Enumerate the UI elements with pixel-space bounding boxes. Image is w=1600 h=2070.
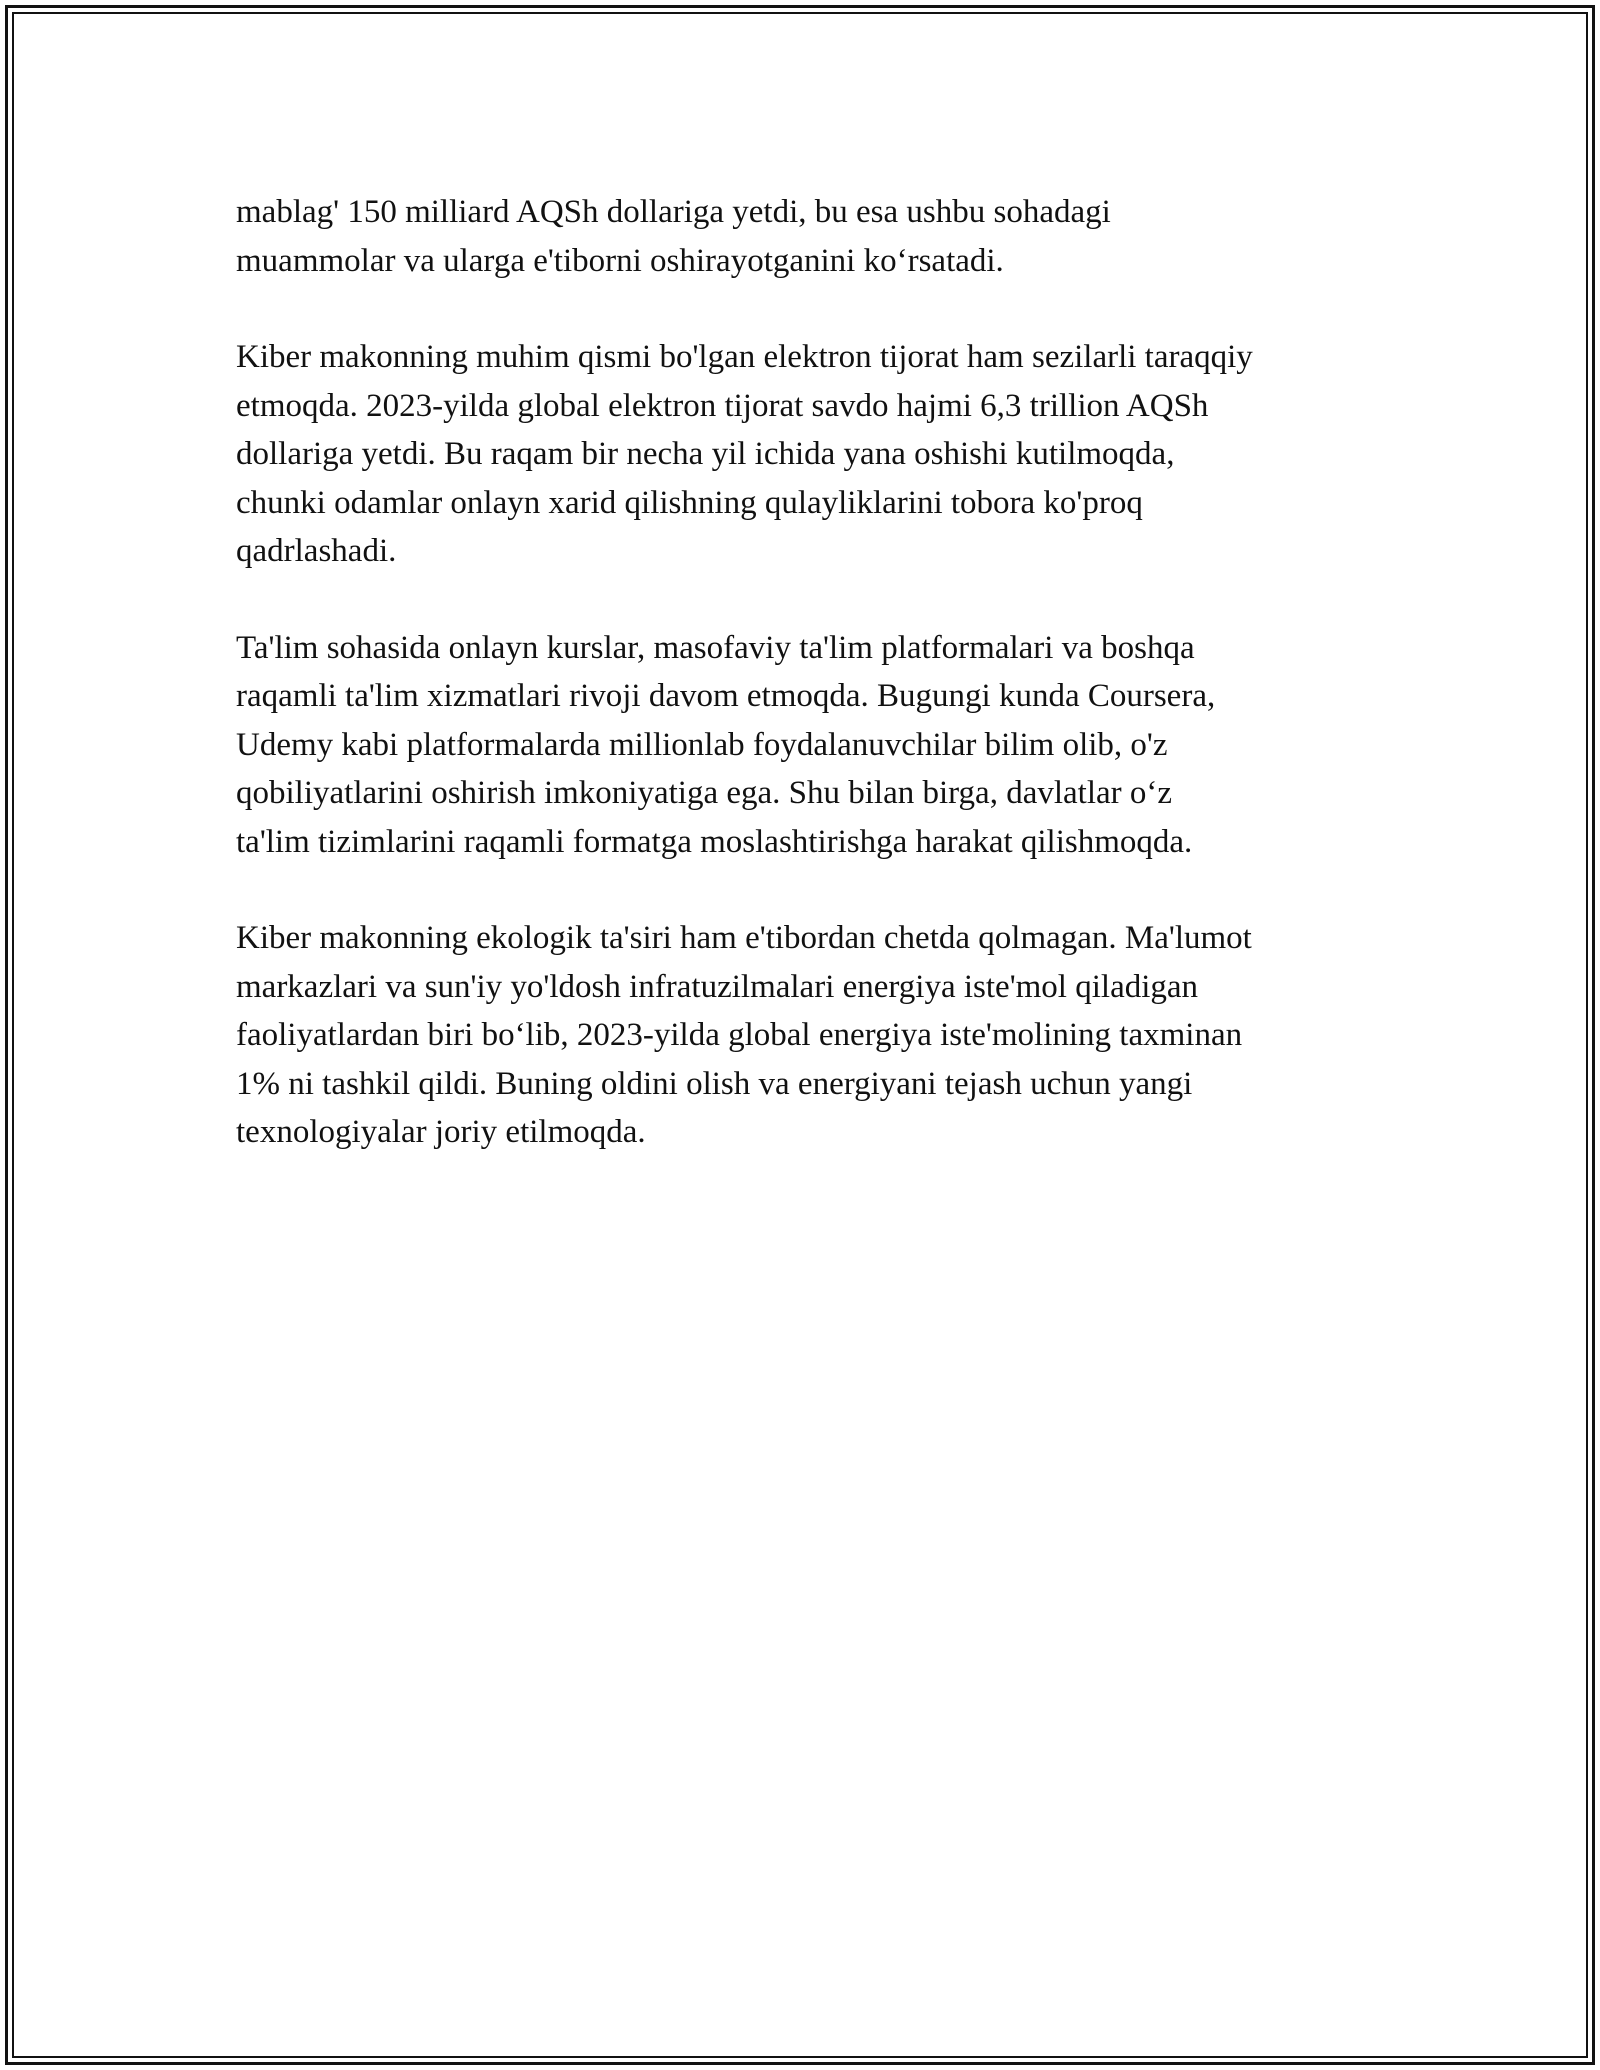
- paragraph-education: [236, 624, 1376, 867]
- text-line: markazlari va sun'iy yo'ldosh infratuzilmalari energiya iste'mol qiladigan: [236, 968, 1199, 1005]
- text-line: Udemy kabi platformalarda millionlab foydalanuvchilar bilim olib, o'z: [236, 726, 1168, 763]
- text-line: dollariga yetdi. Bu raqam bir necha yil ichida yana oshishi kutilmoqda,: [236, 436, 1175, 472]
- text-line: mablag' 150 milliard AQSh dollariga yetdi, bu esa ushbu sohadagi: [236, 194, 1111, 230]
- paragraph-ecommerce: [236, 333, 1376, 576]
- text-line: qadrlashadi.: [236, 533, 397, 569]
- text-line: faoliyatlardan biri bo‘lib, 2023-yilda global energiya iste'molining taxminan: [236, 1017, 1243, 1053]
- text-line: qobiliyatlarini oshirish imkoniyatiga ega. Shu bilan birga, davlatlar o‘z: [236, 775, 1173, 811]
- text-line: etmoqda. 2023-yilda global elektron tijorat savdo hajmi 6,3 trillion AQSh: [236, 387, 1209, 424]
- text-line: raqamli ta'lim xizmatlari rivoji davom etmoqda. Bugungi kunda Coursera,: [236, 678, 1216, 714]
- paragraph-ecology: [236, 914, 1376, 1157]
- text-line: Ta'lim sohasida onlayn kurslar, masofaviy ta'lim platformalari va boshqa: [236, 629, 1195, 666]
- text-line: texnologiyalar joriy etilmoqda.: [236, 1114, 646, 1150]
- text-line: ta'lim tizimlarini raqamli formatga moslashtirishga harakat qilishmoqda.: [236, 823, 1193, 860]
- text-line: Kiber makonning muhim qismi bo'lgan elektron tijorat ham sezilarli taraqqiy: [236, 339, 1253, 375]
- text-line: muammolar va ularga e'tiborni oshirayotganini ko‘rsatadi.: [236, 242, 1004, 279]
- document-body: [236, 188, 1376, 1205]
- text-line: Kiber makonning ekologik ta'siri ham e'tibordan chetda qolmagan. Ma'lumot: [236, 920, 1252, 956]
- paragraph-funding: [236, 188, 1376, 285]
- text-line: chunki odamlar onlayn xarid qilishning qulayliklarini tobora ko'proq: [236, 484, 1143, 521]
- text-line: 1% ni tashkil qildi. Buning oldini olish va energiyani tejash uchun yangi: [236, 1065, 1193, 1102]
